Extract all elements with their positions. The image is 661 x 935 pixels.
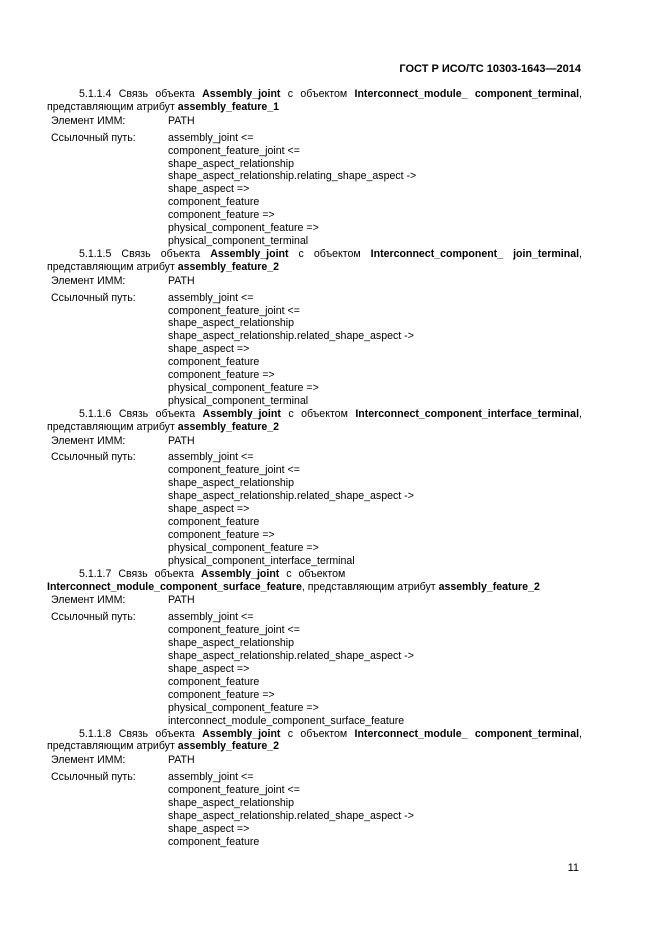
path-line: component_feature => bbox=[168, 528, 275, 541]
target-object-name: Interconnect_component_interface_terminal bbox=[355, 407, 580, 420]
path-line: component_feature bbox=[168, 675, 260, 688]
attribute-name: assembly_feature_2 bbox=[177, 740, 280, 753]
object-name: Assembly_joint bbox=[202, 727, 281, 740]
path-line: physical_component_feature => bbox=[168, 701, 319, 714]
path-line: shape_aspect_relationship.related_shape_aspect -> bbox=[168, 809, 414, 822]
ref-path-label: Ссылочный путь: bbox=[51, 611, 136, 624]
attribute-name: assembly_feature_2 bbox=[177, 260, 280, 273]
path-line: interconnect_module_component_surface_feature bbox=[168, 714, 405, 727]
section-5-1-1-4 bbox=[47, 88, 582, 248]
attribute-name: assembly_feature_2 bbox=[438, 580, 540, 593]
ref-path-row bbox=[47, 132, 582, 248]
imm-value: PATH bbox=[168, 434, 195, 447]
path-line: component_feature_joint <= bbox=[168, 144, 300, 157]
path-line: component_feature_joint <= bbox=[168, 304, 300, 317]
section-heading: 5.1.1.6 Связь объекта Assembly_joint с объектом Interconnect_component_interface_terminal, представляющим атрибут assembly_feature_2 bbox=[47, 407, 582, 433]
page-number: 11 bbox=[567, 862, 579, 874]
imm-row bbox=[47, 115, 582, 128]
ref-path-label: Ссылочный путь: bbox=[51, 771, 136, 784]
path-line: shape_aspect => bbox=[168, 662, 250, 675]
path-line: component_feature_joint <= bbox=[168, 464, 300, 477]
path-line: shape_aspect_relationship.related_shape_aspect -> bbox=[168, 490, 414, 503]
ref-path-lines bbox=[168, 292, 582, 408]
section-heading: 5.1.1.8 Связь объекта Assembly_joint с объектом Interconnect_module_ component_terminal, представляющим атрибут assembly_feature_2 bbox=[47, 727, 582, 753]
imm-label: Элемент ИММ: bbox=[51, 594, 126, 607]
object-name: Assembly_joint bbox=[210, 247, 289, 260]
section-5-1-1-6 bbox=[47, 408, 582, 568]
path-line: physical_component_feature => bbox=[168, 381, 319, 394]
section-heading: 5.1.1.5 Связь объекта Assembly_joint с объектом Interconnect_component_ join_terminal, представляющим атрибут assembly_feature_2 bbox=[47, 247, 582, 273]
imm-row bbox=[47, 275, 582, 288]
section-5-1-1-8 bbox=[47, 728, 582, 849]
path-line: physical_component_feature => bbox=[168, 222, 319, 235]
object-name: Assembly_joint bbox=[202, 407, 281, 420]
path-line: assembly_joint <= bbox=[168, 771, 254, 784]
path-line: physical_component_interface_terminal bbox=[168, 554, 355, 567]
ref-path-row bbox=[47, 451, 582, 567]
path-line: assembly_joint <= bbox=[168, 291, 254, 304]
path-line: shape_aspect => bbox=[168, 183, 250, 196]
ref-path-lines bbox=[168, 771, 582, 848]
imm-value: PATH bbox=[168, 274, 195, 287]
imm-value: PATH bbox=[168, 114, 195, 127]
imm-row bbox=[47, 435, 582, 448]
object-name: Assembly_joint bbox=[202, 88, 281, 100]
imm-row bbox=[47, 594, 582, 607]
path-line: shape_aspect_relationship bbox=[168, 317, 295, 330]
path-line: shape_aspect_relationship bbox=[168, 797, 295, 810]
path-line: component_feature => bbox=[168, 688, 275, 701]
path-line: shape_aspect => bbox=[168, 822, 250, 835]
section-heading: 5.1.1.4 Связь объекта Assembly_joint с объектом Interconnect_module_ component_terminal, представляющим атрибут assembly_feature_1 bbox=[47, 88, 582, 113]
ref-path-label: Ссылочный путь: bbox=[51, 291, 136, 304]
path-line: assembly_joint <= bbox=[168, 451, 254, 464]
imm-value: PATH bbox=[168, 594, 195, 607]
path-line: shape_aspect => bbox=[168, 503, 250, 516]
path-line: physical_component_feature => bbox=[168, 541, 319, 554]
section-5-1-1-5 bbox=[47, 248, 582, 408]
path-line: shape_aspect_relationship.relating_shape_aspect -> bbox=[168, 170, 417, 183]
attribute-name: assembly_feature_2 bbox=[177, 420, 280, 433]
target-object-name: Interconnect_component_ join_terminal bbox=[370, 247, 580, 260]
imm-label: Элемент ИММ: bbox=[51, 754, 126, 767]
path-line: shape_aspect_relationship bbox=[168, 477, 295, 490]
path-line: component_feature_joint <= bbox=[168, 784, 300, 797]
path-line: physical_component_terminal bbox=[168, 234, 309, 247]
ref-path-label: Ссылочный путь: bbox=[51, 451, 136, 464]
path-line: physical_component_terminal bbox=[168, 394, 309, 407]
target-object-name: Interconnect_module_ component_terminal bbox=[354, 88, 580, 100]
imm-label: Элемент ИММ: bbox=[51, 114, 126, 127]
object-name: Assembly_joint bbox=[201, 567, 280, 580]
path-line: shape_aspect_relationship bbox=[168, 637, 295, 650]
path-line: shape_aspect_relationship.related_shape_aspect -> bbox=[168, 650, 414, 663]
imm-label: Элемент ИММ: bbox=[51, 274, 126, 287]
document-header: ГОСТ Р ИСО/ТС 10303-1643—2014 bbox=[399, 63, 581, 75]
ref-path-lines bbox=[168, 451, 582, 567]
section-heading: 5.1.1.7 Связь объекта Assembly_joint с объектом Interconnect_module_component_surface_feature, представляющим атрибут assembly_feature_2 bbox=[47, 567, 540, 593]
ref-path-row bbox=[47, 292, 582, 408]
path-line: component_feature bbox=[168, 516, 260, 528]
path-line: shape_aspect => bbox=[168, 343, 250, 356]
path-line: component_feature_joint <= bbox=[168, 624, 300, 637]
path-line: component_feature bbox=[168, 196, 260, 209]
path-line: component_feature => bbox=[168, 209, 275, 222]
ref-path-row bbox=[47, 771, 582, 848]
path-line: component_feature bbox=[168, 835, 260, 848]
target-object-name: Interconnect_module_ component_terminal bbox=[354, 727, 580, 740]
imm-row bbox=[47, 754, 582, 767]
section-5-1-1-7 bbox=[47, 568, 582, 728]
ref-path-lines bbox=[168, 132, 582, 248]
imm-value: PATH bbox=[168, 754, 195, 767]
path-line: component_feature bbox=[168, 356, 260, 369]
ref-path-label: Ссылочный путь: bbox=[51, 131, 136, 144]
target-object-name: Interconnect_module_component_surface_feature bbox=[47, 580, 302, 593]
path-line: assembly_joint <= bbox=[168, 131, 254, 144]
document-body bbox=[47, 88, 582, 849]
path-line: component_feature => bbox=[168, 369, 275, 382]
ref-path-lines bbox=[168, 611, 582, 727]
path-line: shape_aspect_relationship bbox=[168, 157, 295, 170]
ref-path-row bbox=[47, 611, 582, 727]
path-line: shape_aspect_relationship.related_shape_aspect -> bbox=[168, 330, 414, 343]
imm-label: Элемент ИММ: bbox=[51, 434, 126, 447]
path-line: assembly_joint <= bbox=[168, 611, 254, 624]
attribute-name: assembly_feature_1 bbox=[177, 100, 280, 113]
